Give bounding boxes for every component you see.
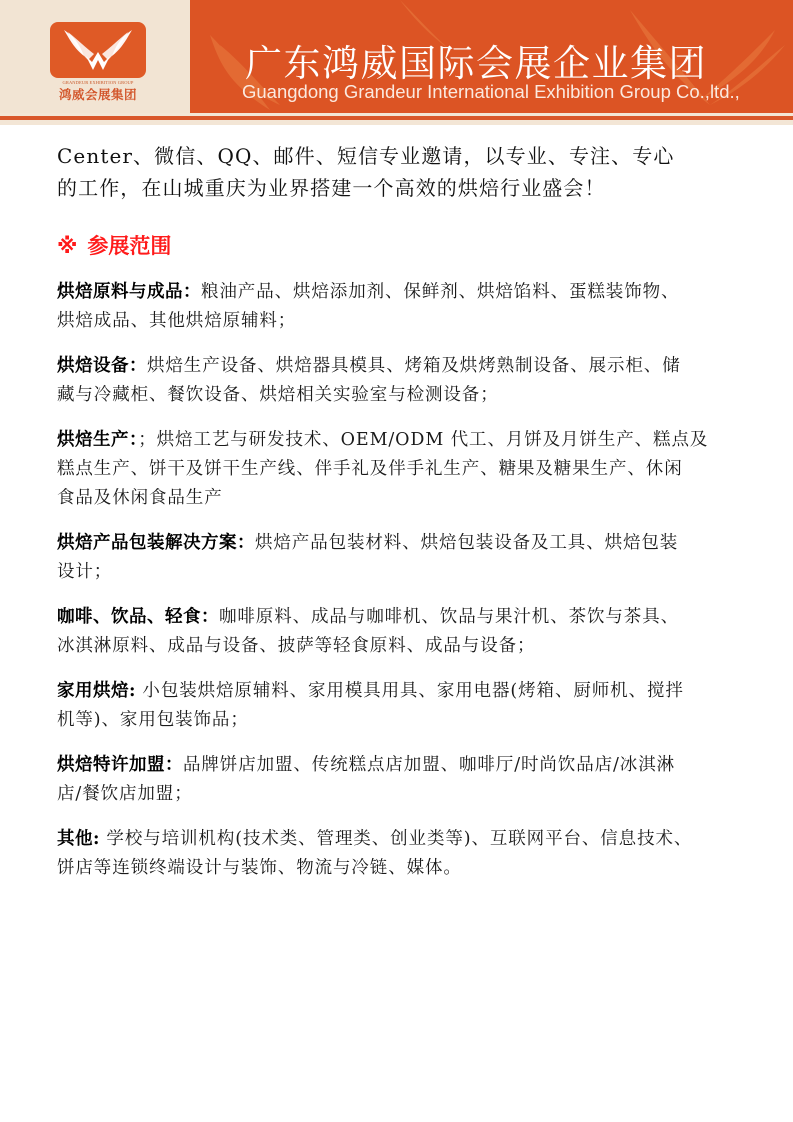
scope-item [57, 825, 757, 883]
scope-text: 设计； [57, 562, 113, 582]
scope-label: 烘焙设备： [57, 356, 147, 376]
scope-text: 品牌饼店加盟、传统糕点店加盟、咖啡厅/时尚饮品店/冰淇淋 [183, 755, 675, 775]
scope-label: 其他: [57, 829, 100, 849]
scope-text: 店/餐饮店加盟； [57, 784, 193, 804]
intro-paragraph [57, 140, 747, 204]
scope-label: 烘焙生产： [57, 430, 139, 450]
reference-mark-icon: ※ [57, 234, 78, 258]
section-heading [57, 230, 171, 260]
scope-text: 烘焙产品包装材料、烘焙包装设备及工具、烘焙包装 [255, 533, 679, 553]
letterhead [0, 0, 793, 125]
scope-text: 粮油产品、烘焙添加剂、保鲜剂、烘焙馅料、蛋糕装饰物、 [201, 282, 680, 302]
scope-text: 藏与冷藏柜、餐饮设备、烘焙相关实验室与检测设备； [57, 385, 499, 405]
scope-label: 烘焙原料与成品： [57, 282, 201, 302]
scope-text: 学校与培训机构(技术类、管理类、创业类等)、互联网平台、信息技术、 [99, 829, 693, 849]
scope-label: 家用烘焙: [57, 681, 136, 701]
scope-item [57, 529, 757, 587]
document-body [57, 140, 747, 878]
logo-english-name: GRANDEUR EXHIBITION GROUP [62, 80, 134, 85]
scope-text: 糕点生产、饼干及饼干生产线、伴手礼及伴手礼生产、糖果及糖果生产、休闲 [57, 459, 683, 479]
scope-item [57, 677, 757, 735]
scope-item [57, 603, 757, 661]
logo-badge [50, 22, 146, 78]
scope-text: 小包装烘焙原辅料、家用模具用具、家用电器(烤箱、厨师机、搅拌 [135, 681, 684, 701]
section-title: 参展范围 [87, 234, 172, 258]
scope-text: 烘焙成品、其他烘焙原辅料； [57, 311, 297, 331]
logo-panel [0, 0, 190, 113]
logo-chinese-name: 鸿威会展集团 [58, 87, 137, 102]
scope-item [57, 278, 757, 336]
scope-text: 咖啡原料、成品与咖啡机、饮品与果汁机、茶饮与茶具、 [219, 607, 679, 627]
scope-text: 烘焙生产设备、烘焙器具模具、烤箱及烘烤熟制设备、展示柜、储 [147, 356, 681, 376]
company-banner [190, 0, 793, 113]
exhibit-scope-list [57, 278, 757, 899]
scope-item [57, 352, 757, 410]
scope-text: 机等)、家用包装饰品； [57, 710, 249, 730]
scope-label: 烘焙特许加盟： [57, 755, 183, 775]
company-subtitle: Guangdong Grandeur International Exhibition Group Co.,ltd., [242, 81, 740, 102]
intro-line: Center、微信、QQ、邮件、短信专业邀请，以专业、专注、专心 [57, 144, 675, 168]
scope-item [57, 426, 757, 513]
intro-line: 的工作，在山城重庆为业界搭建一个高效的烘焙行业盛会！ [57, 176, 606, 200]
company-title: 广东鸿威国际会展企业集团 [245, 42, 707, 85]
scope-text: 食品及休闲食品生产 [57, 488, 223, 508]
wings-w-logo-icon [58, 26, 138, 74]
scope-label: 咖啡、饮品、轻食： [57, 607, 219, 627]
scope-label: 烘焙产品包装解决方案： [57, 533, 255, 553]
header-divider [0, 116, 793, 120]
scope-text: 冰淇淋原料、成品与设备、披萨等轻食原料、成品与设备； [57, 636, 536, 656]
scope-text: ；烘焙工艺与研发技术、OEM/ODM 代工、月饼及月饼生产、糕点及 [138, 430, 709, 450]
scope-text: 饼店等连锁终端设计与装饰、物流与冷链、媒体。 [57, 858, 462, 878]
scope-item [57, 751, 757, 809]
